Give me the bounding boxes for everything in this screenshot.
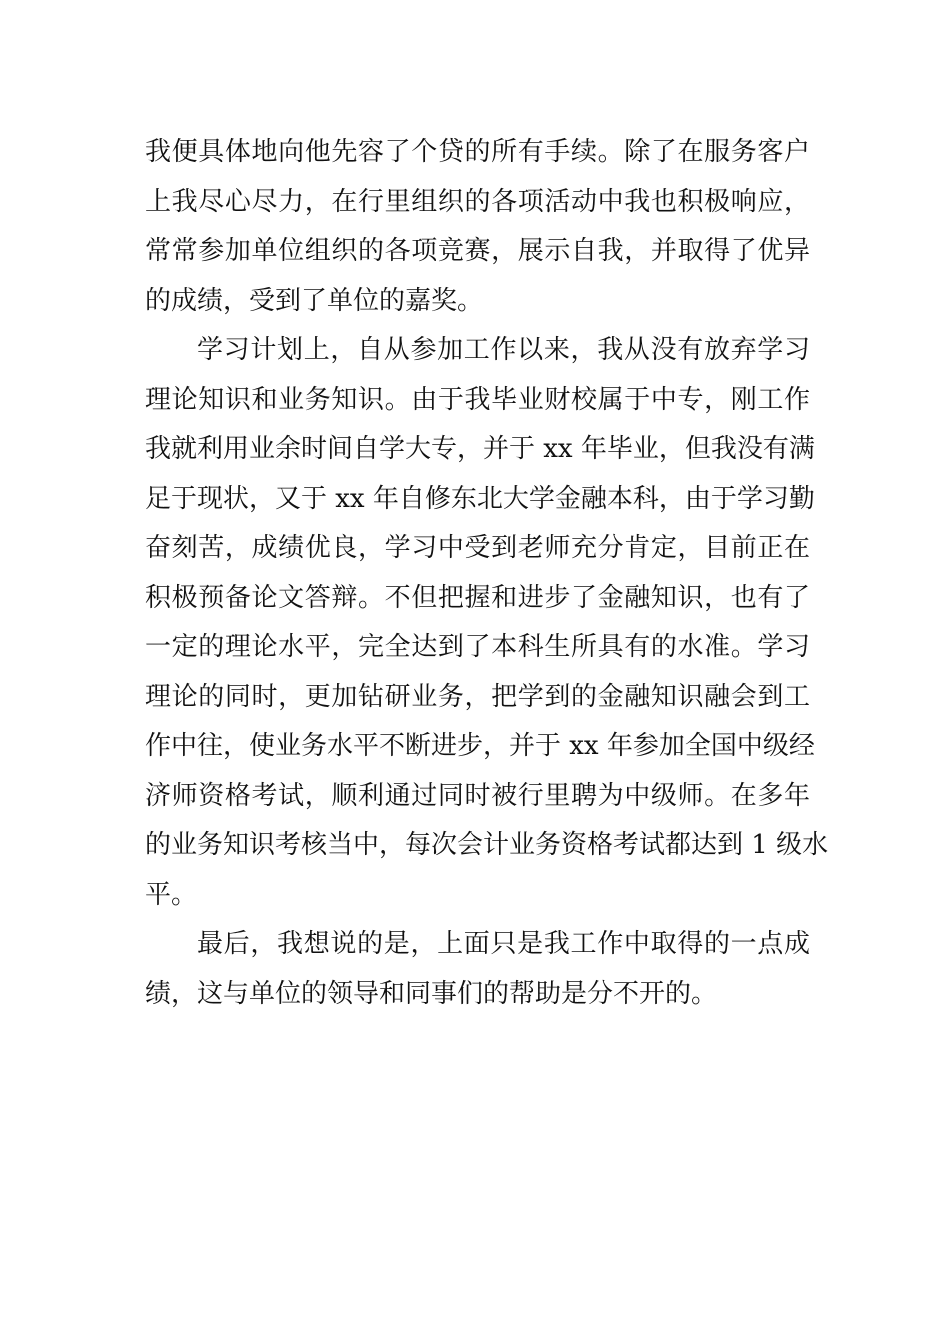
text-line: 一定的理论水平，完全达到了本科生所具有的水准。学习 [145,632,810,662]
text-line: 绩，这与单位的领导和同事们的帮助是分不开的。 [145,978,718,1009]
text-line: 足于现状，又于 xx 年自修东北大学金融本科，由于学习勤 [145,483,815,514]
text-line: 的成绩，受到了单位的嘉奖。 [145,285,484,316]
text-line: 作中往，使业务水平不断进步，并于 xx 年参加全国中级经 [145,731,815,761]
paragraph-3 [145,920,810,1019]
text-line: 济师资格考试，顺利通过同时被行里聘为中级师。在多年 [145,780,810,811]
text-line: 上我尽心尽力，在行里组织的各项活动中我也积极响应， [145,186,810,217]
paragraph-1 [145,128,810,326]
paragraph-2 [145,326,829,920]
text-line: 的业务知识考核当中，每次会计业务资格考试都达到 1 级水 [145,830,829,860]
text-line: 奋刻苦，成绩优良，学习中受到老师充分肯定，目前正在 [145,533,810,563]
text-line: 理论知识和业务知识。由于我毕业财校属于中专，刚工作 [145,384,810,415]
text-line: 积极预备论文答辩。不但把握和进步了金融知识，也有了 [145,582,810,613]
document-body [145,128,829,1019]
text-line: 我便具体地向他先容了个贷的所有手续。除了在服务客户 [145,137,810,167]
text-line: 我就利用业余时间自学大专，并于 xx 年毕业，但我没有满 [145,434,815,464]
text-line: 最后，我想说的是，上面只是我工作中取得的一点成 [197,929,810,959]
text-line: 常常参加单位组织的各项竞赛，展示自我，并取得了优异 [145,236,810,266]
text-line: 平。 [145,879,198,910]
text-line: 理论的同时，更加钻研业务，把学到的金融知识融会到工 [145,681,810,712]
text-line: 学习计划上，自从参加工作以来，我从没有放弃学习 [197,335,810,365]
